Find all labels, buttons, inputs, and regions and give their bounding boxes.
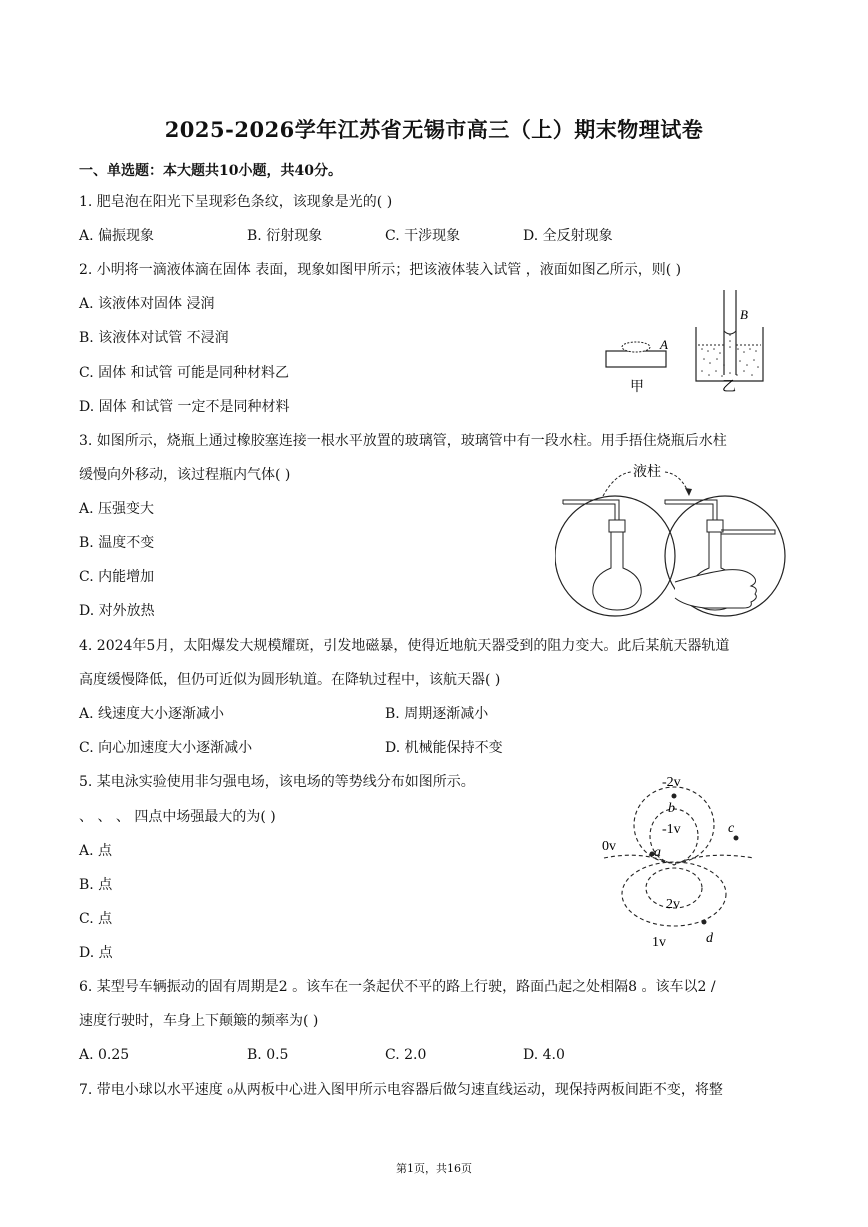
right-tube <box>665 500 775 534</box>
equipotential-1 <box>622 862 726 926</box>
q4-option-c: C. 向心加速度大小逐渐减小 <box>79 740 253 756</box>
beaker-liquid <box>698 345 761 379</box>
label-m2v: -2v <box>662 775 681 790</box>
q4-stem-line1: 4. 2024年5月，太阳爆发大规模耀斑，引发地磁暴，使得近地航天器受到的阻力变大。此后某航天器轨道 <box>79 638 730 654</box>
q5-stem-line1: 5. 某电泳实验使用非匀强电场，该电场的等势线分布如图所示。 <box>79 774 475 790</box>
q3-figure <box>555 458 787 624</box>
q6-stem-line1: 6. 某型号车辆振动的固有周期是2 。该车在一条起伏不平的路上行驶，路面凸起之处相隔8 。该车以2 / <box>79 979 716 995</box>
page-title: 2025-2026学年江苏省无锡市高三（上）期末物理试卷 <box>164 117 704 142</box>
label-2v: 2v <box>666 897 680 912</box>
q3-option-c: C. 内能增加 <box>79 569 155 585</box>
q1-option-d: D. 全反射现象 <box>523 228 613 244</box>
q1-option-b: B. 衍射现象 <box>247 228 323 244</box>
q3-stem-line1: 3. 如图所示，烧瓶上通过橡胶塞连接一根水平放置的玻璃管，玻璃管中有一段水柱。用手捂住烧瓶后水柱 <box>79 433 727 449</box>
point-b <box>672 794 677 799</box>
q2-option-a: A. 该液体对固体 浸润 <box>79 296 215 312</box>
label-m1v: -1v <box>662 822 681 837</box>
solid-block <box>606 351 666 367</box>
q3-option-a: A. 压强变大 <box>79 501 155 517</box>
liquid-column-label: 液柱 <box>633 465 661 480</box>
label-0v: 0v <box>602 839 616 854</box>
label-1v: 1v <box>652 935 666 950</box>
droplet <box>622 342 650 352</box>
q3-option-b: B. 温度不变 <box>79 535 155 551</box>
q5-option-d: D. 点 <box>79 945 113 961</box>
fig-yi-label: 乙 <box>722 380 736 395</box>
q1-stem: 1. 肥皂泡在阳光下呈现彩色条纹，该现象是光的( ) <box>79 194 393 210</box>
point-c <box>734 836 739 841</box>
q6-option-a: A. 0.25 <box>79 1047 130 1063</box>
section-heading: 一、单选题：本大题共10小题，共40分。 <box>79 163 342 179</box>
q5-option-c: C. 点 <box>79 911 113 927</box>
q3-option-d: D. 对外放热 <box>79 603 155 619</box>
q6-stem-line2: 速度行驶时，车身上下颠簸的频率为( ) <box>79 1013 319 1029</box>
q4-option-a: A. 线速度大小逐渐减小 <box>79 706 225 722</box>
q7-stem: 7. 带电小球以水平速度 ₀从两板中心进入图甲所示电容器后做匀速直线运动，现保持两板间距不变，将整 <box>79 1082 723 1098</box>
label-b: b <box>668 801 675 816</box>
label-a: a <box>654 845 661 860</box>
q2-option-b: B. 该液体对试管 不浸润 <box>79 330 229 346</box>
hand <box>675 570 756 608</box>
q2-figure <box>600 285 775 400</box>
q4-option-b: B. 周期逐渐减小 <box>385 706 489 722</box>
q1-option-c: C. 干涉现象 <box>385 228 461 244</box>
q2-stem: 2. 小明将一滴液体滴在固体 表面，现象如图甲所示；把该液体装入试管 ，液面如图乙所示，则( ) <box>79 262 682 278</box>
q6-option-d: D. 4.0 <box>523 1047 565 1063</box>
q5-option-a: A. 点 <box>79 843 113 859</box>
q6-option-b: B. 0.5 <box>247 1047 289 1063</box>
fig-jia-label: 甲 <box>630 380 644 395</box>
q5-equipotential-figure <box>594 770 770 950</box>
label-b: B <box>740 307 748 322</box>
equipotential-0 <box>604 855 754 865</box>
left-flask <box>593 532 641 610</box>
q2-option-c: C. 固体 和试管 可能是同种材料乙 <box>79 365 290 381</box>
label-a: A <box>660 337 668 352</box>
left-tube <box>563 500 619 520</box>
page-footer: 第1页，共16页 <box>396 1162 472 1175</box>
q4-stem-line2: 高度缓慢降低，但仍可近似为圆形轨道。在降轨过程中，该航天器( ) <box>79 672 501 688</box>
point-d <box>702 920 707 925</box>
q5-stem-line2: 、 、 、 四点中场强最大的为( ) <box>79 809 276 825</box>
q3-stem-line2: 缓慢向外移动，该过程瓶内气体( ) <box>79 467 291 483</box>
q5-option-b: B. 点 <box>79 877 113 893</box>
label-d: d <box>706 931 713 946</box>
q6-option-c: C. 2.0 <box>385 1047 427 1063</box>
label-c: c <box>728 821 735 836</box>
q2-option-d: D. 固体 和试管 一定不是同种材料 <box>79 399 290 415</box>
q4-option-d: D. 机械能保持不变 <box>385 740 503 756</box>
q1-option-a: A. 偏振现象 <box>79 228 155 244</box>
